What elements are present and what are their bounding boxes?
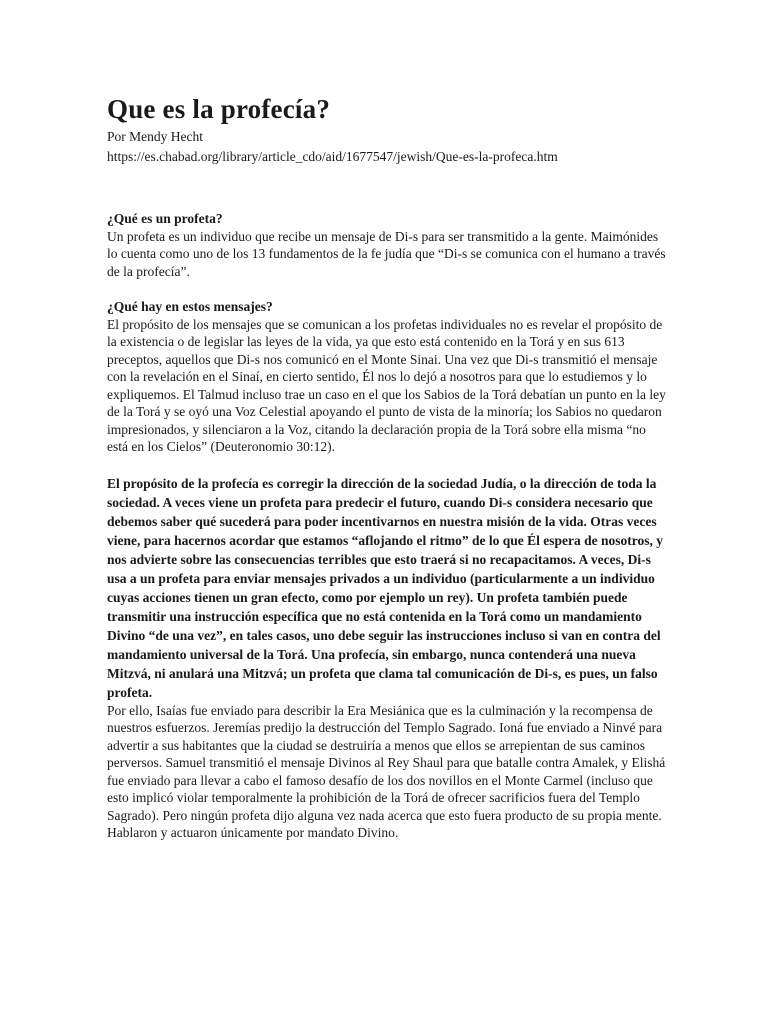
- spacer: [107, 280, 667, 298]
- source-url: https://es.chabad.org/library/article_cdo/aid/1677547/jewish/Que-es-la-profeca.htm: [107, 149, 558, 164]
- section-body-mensajes: El propósito de los mensajes que se comunican a los profetas individuales no es revelar el propósito de la existencia o de legislar las leyes de la vida, ya que esto está contenido en la Torá y en sus 613 preceptos, aquellos que Di-s nos comunicó en el Monte Sinai. Una vez que Di-s transmitió el mensaje con la revelación en el Sinaí, en cierto sentido, Él nos lo dejó a nosotros para que lo estudiemos y lo expliquemos. El Talmud incluso trae un caso en el que los Sabios de la Torá debatían un punto en la ley de la Torá y se oyó una Voz Celestial apoyando el punto de vista de la minoría; los Sabios no quedaron impresionados, y silenciaron a la Voz, citando la declaración propia de la Torá sobre ella misma “no está en los Cielos” (Deuteronomio 30:12).: [107, 316, 666, 454]
- document-title: Que es la profecía?: [107, 94, 331, 124]
- section-heading-mensajes: ¿Qué hay en estos mensajes?: [107, 299, 273, 314]
- spacer: [107, 166, 667, 210]
- document-page: [107, 92, 667, 842]
- bold-paragraph-proposito: El propósito de la profecía es corregir la dirección de la sociedad Judía, o la dirección de toda la sociedad. A veces viene un profeta para predecir el futuro, cuando Di-s considera necesario que debemos saber qué sucederá para poder incentivarnos en nuestra misión de la vida. Otras veces viene, para hacernos acordar que estamos “aflojando el ritmo” de lo que Él espera de nosotros, y nos advierte sobre las consecuencias terribles que esto traerá si no recapacitamos. A veces, Di-s usa a un profeta para enviar mensajes privados a un individuo (particularmente a un individuo cuyas acciones tienen un gran efecto, como por ejemplo un rey). Un profeta también puede transmitir una instrucción específica que no está contenida en la Torá como un mandamiento Divino “de una vez”, en tales casos, uno debe seguir las instrucciones incluso si van en contra del mandamiento universal de la Torá. Una profecía, sin embargo, nunca contenderá una nueva Mitzvá, ni anulará una Mitzvá; un profeta que clama tal comunicación de Di-s, es pues, un falso profeta.: [107, 475, 663, 700]
- section-heading-profeta: ¿Qué es un profeta?: [107, 211, 223, 226]
- closing-paragraph: Por ello, Isaías fue enviado para describir la Era Mesiánica que es la culminación y la recompensa de nuestros esfuerzos. Jeremías predijo la destrucción del Templo Sagrado. Ioná fue enviado a Ninvé para advertir a sus habitantes que la ciudad se destruiría a menos que ellos se arrepientan de sus caminos perversos. Samuel transmitió el mensaje Divinos al Rey Shaul para que batalle contra Amalek, y Elishá fue enviado para llevar a cabo el famoso desafío de los dos novillos en el Monte Carmel (incluso que esto implicó violar temporalmente la prohibición de la Torá de ofrecer sacrificios fuera del Templo Sagrado). Pero ningún profeta dijo alguna vez nada acerca que esto fuera producto de su propia mente. Hablaron y actuaron únicamente por mandato Divino.: [107, 702, 666, 840]
- spacer: [107, 456, 667, 474]
- section-body-profeta: Un profeta es un individuo que recibe un mensaje de Di-s para ser transmitido a la gente. Maimónides lo cuenta como uno de los 13 fundamentos de la fe judía que “Di-s se comunica con el humano a través de la profecía”.: [107, 228, 666, 279]
- author-line: Por Mendy Hecht: [107, 129, 203, 144]
